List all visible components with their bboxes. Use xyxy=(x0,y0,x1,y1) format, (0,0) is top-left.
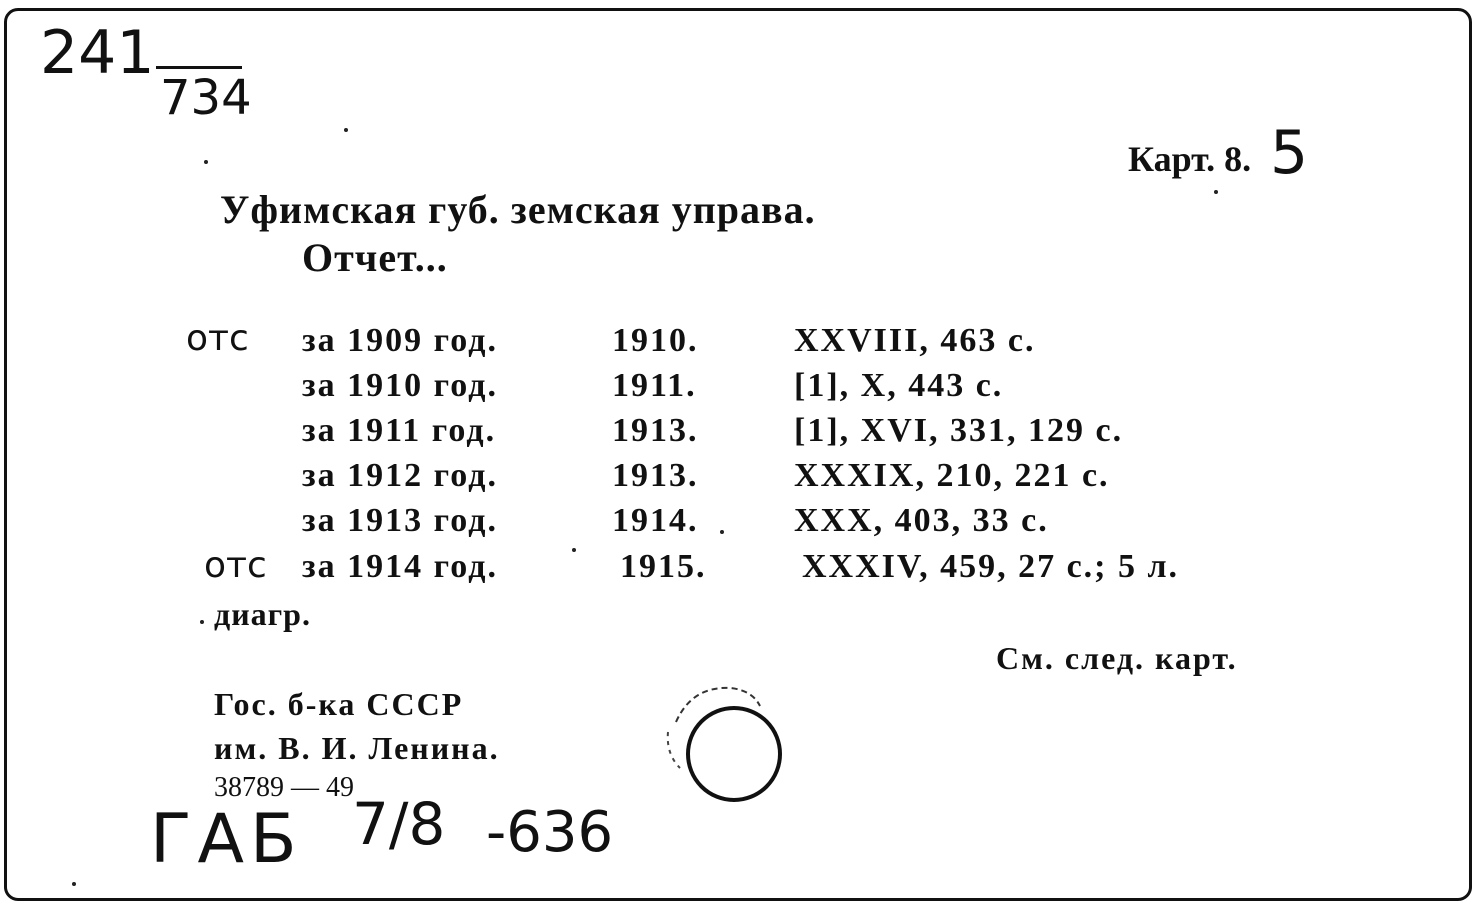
handwritten-bottom-number: -636 xyxy=(486,800,614,865)
speckle xyxy=(572,548,576,552)
see-next-card: См. след. карт. xyxy=(996,640,1238,676)
entry-pages: [1], X, 443 с. xyxy=(794,367,1004,404)
handwritten-code: ГАБ xyxy=(150,800,303,879)
entry-pages: XXXIV, 459, 27 с.; 5 л. xyxy=(802,548,1180,585)
entry-year: 1914. xyxy=(612,502,699,539)
speckle xyxy=(344,128,348,132)
entry-year: 1915. xyxy=(620,548,707,585)
continuation-text: диагр. xyxy=(214,596,311,632)
speckle xyxy=(204,160,208,164)
card-label: Карт. 8. xyxy=(1128,139,1252,179)
entry-period: за 1911 год. xyxy=(302,412,497,449)
speckle xyxy=(720,530,724,534)
entry-pages: XXVIII, 463 с. xyxy=(794,322,1036,359)
handwritten-fraction: 734 xyxy=(160,70,252,126)
library-line-1: Гос. б-ка СССР xyxy=(214,686,464,722)
title-line-1: Уфимская губ. земская управа. xyxy=(220,187,816,232)
entry-period: за 1909 год. xyxy=(302,322,498,359)
entry-pages: XXX, 403, 33 с. xyxy=(794,502,1049,539)
handwritten-card-number: 5 xyxy=(1270,118,1309,188)
fraction-bar xyxy=(156,66,242,69)
entry-year: 1910. xyxy=(612,322,699,359)
entry-pages: XXXIX, 210, 221 с. xyxy=(794,457,1110,494)
entry-year: 1913. xyxy=(612,457,699,494)
library-line-2: им. В. И. Ленина. xyxy=(214,730,500,766)
entry-period: за 1910 год. xyxy=(302,367,498,404)
title-line-2: Отчет... xyxy=(302,235,448,280)
entry-period: за 1912 год. xyxy=(302,457,498,494)
entry-year: 1913. xyxy=(612,412,699,449)
library-line-3: 38789 — 49 xyxy=(214,772,354,803)
speckle xyxy=(72,882,76,886)
handwritten-mark: отс xyxy=(204,545,267,586)
handwritten-mark: отс xyxy=(186,318,249,359)
entry-year: 1911. xyxy=(612,367,697,404)
entry-period: за 1914 год. xyxy=(302,548,498,585)
stamp-circle xyxy=(656,680,796,810)
handwritten-number: 241 xyxy=(40,18,155,88)
speckle xyxy=(1214,190,1218,194)
speckle xyxy=(200,620,204,624)
entry-period: за 1913 год. xyxy=(302,502,498,539)
handwritten-fraction-bottom: 7/8 xyxy=(352,790,446,858)
entry-pages: [1], XVI, 331, 129 с. xyxy=(794,412,1124,449)
